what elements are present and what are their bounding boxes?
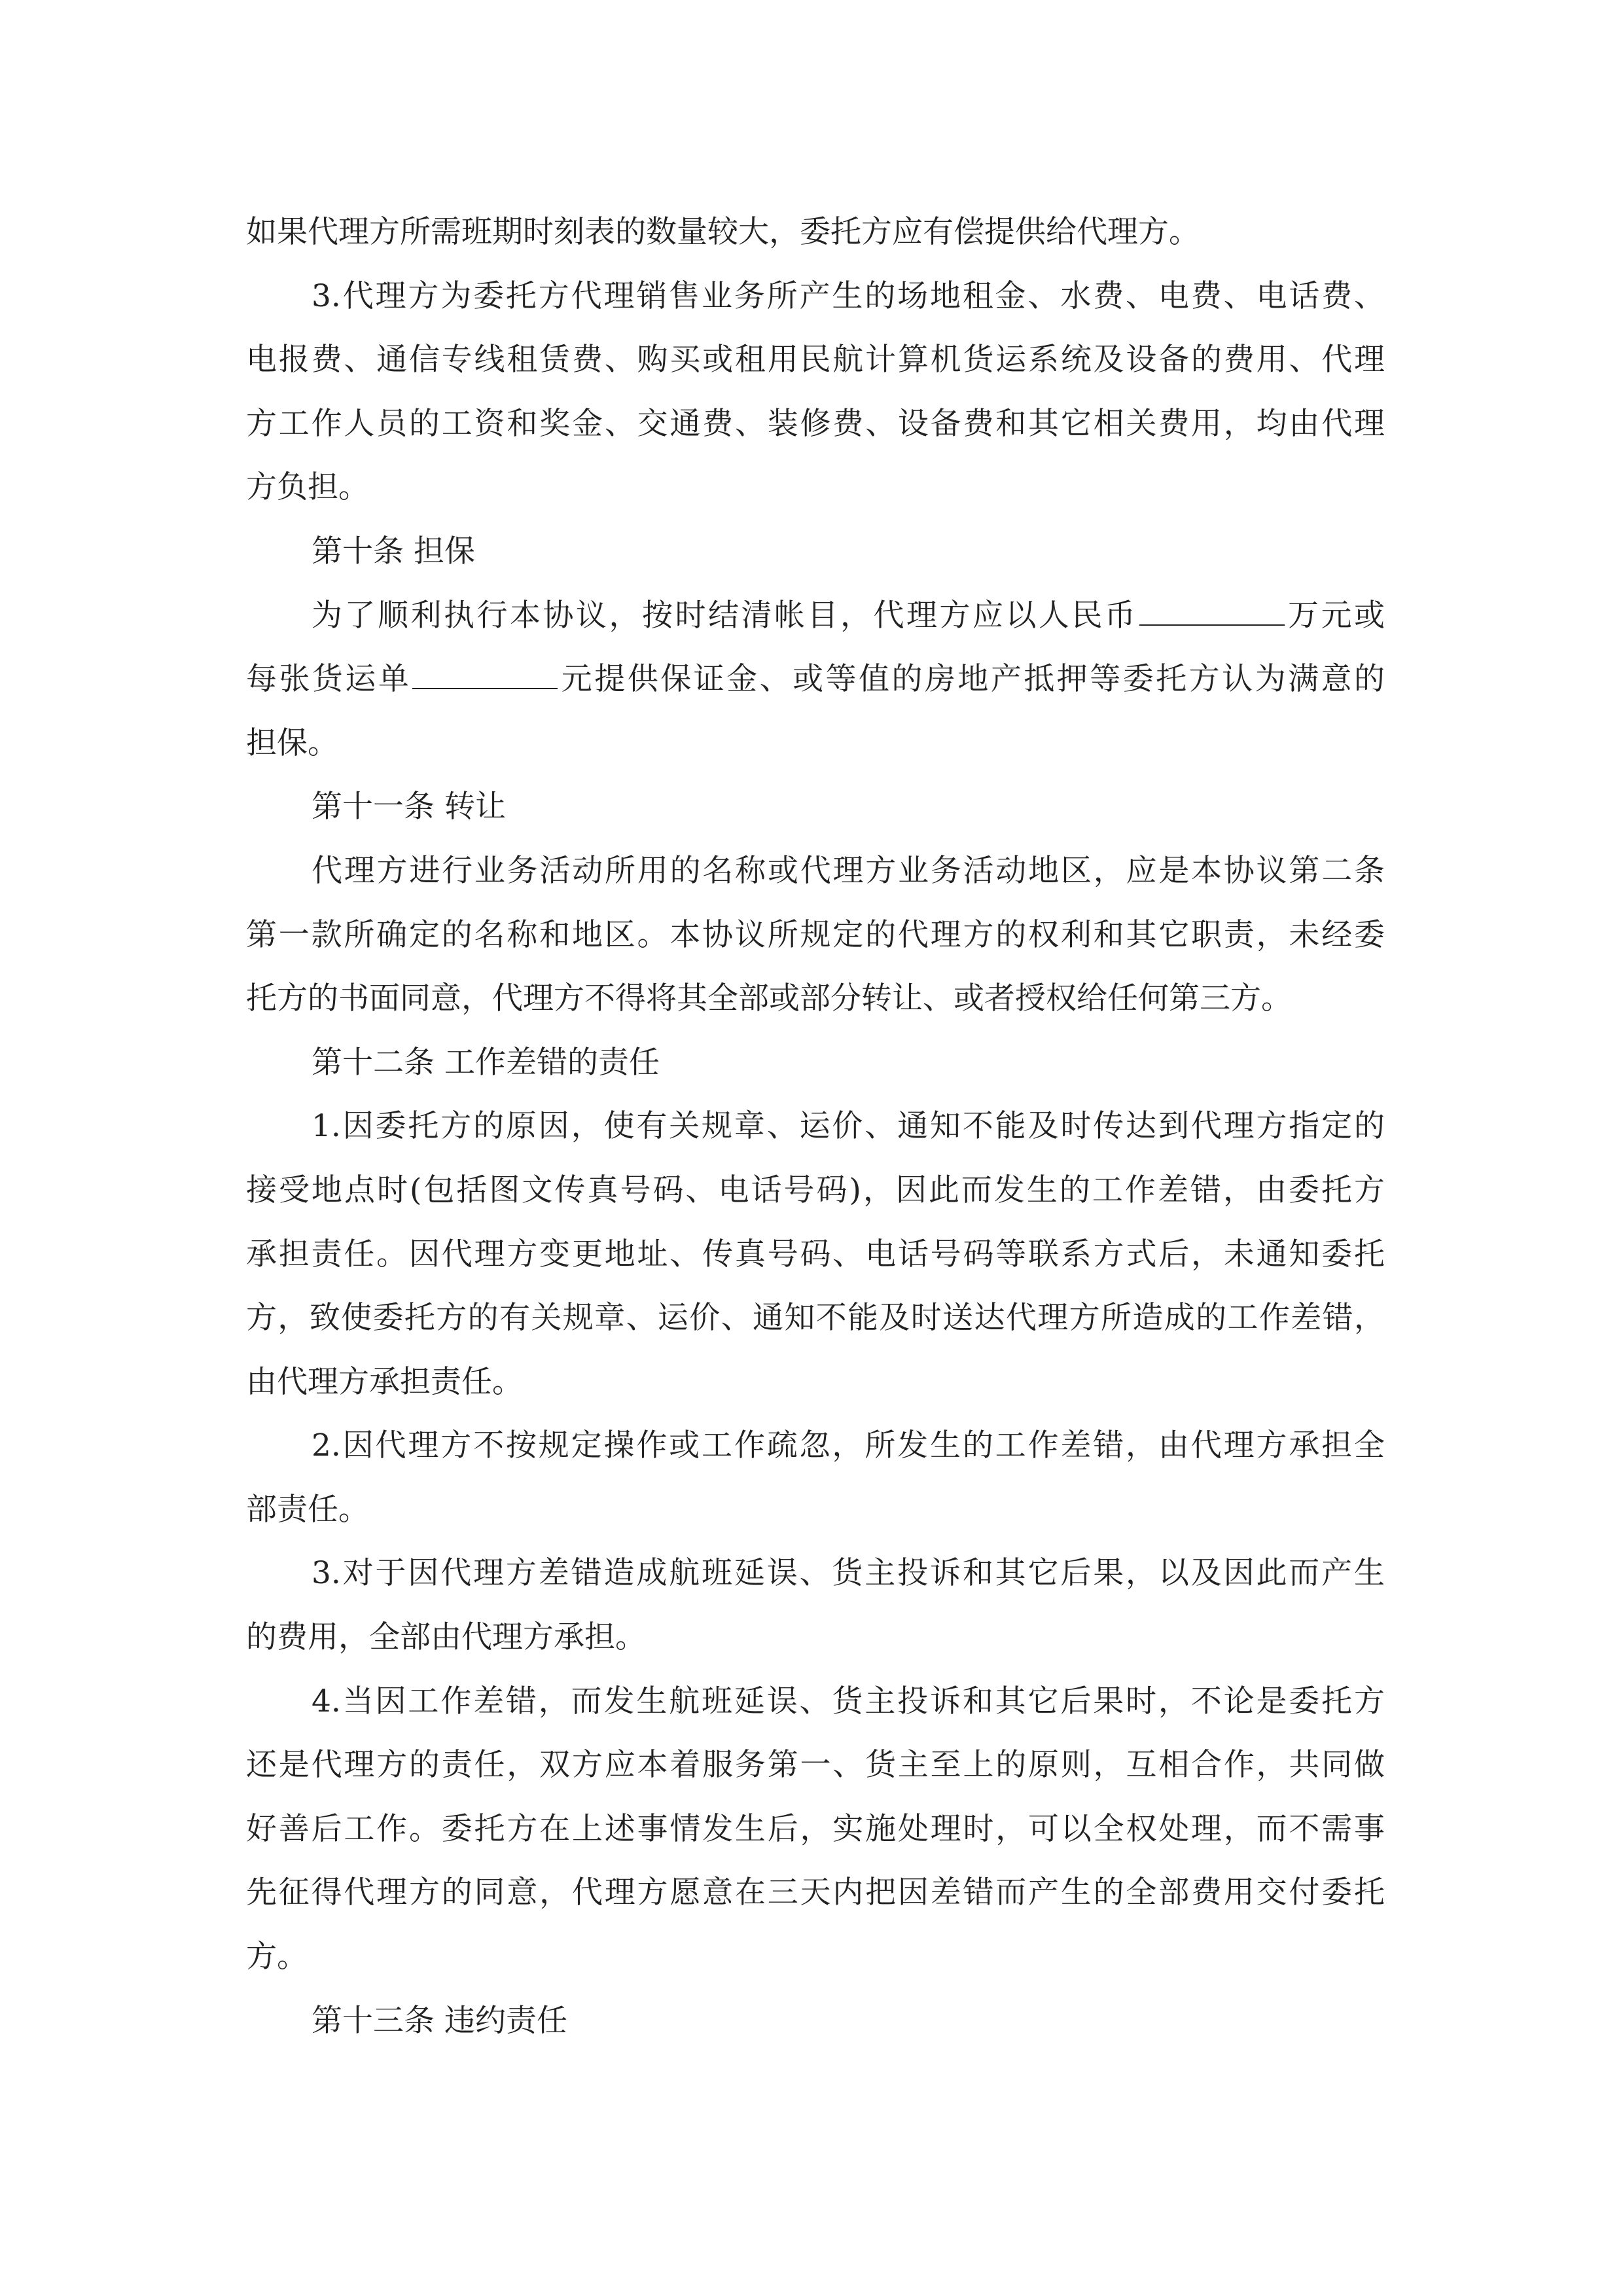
text-segment: 万元或 — [1285, 597, 1385, 634]
text-line: 方，致使委托方的有关规章、运价、通知不能及时送达代理方所造成的工作差错， — [246, 1300, 1385, 1336]
article-11-heading: 第十一条 转让 — [312, 789, 506, 825]
paragraph-timetable-continuation — [246, 200, 1385, 264]
text-segment: 为了顺利执行本协议，按时结清帐目，代理方应以人民币 — [312, 597, 1138, 634]
text-line: 还是代理方的责任，双方应本着服务第一、货主至上的原则，互相合作，共同做 — [246, 1747, 1385, 1784]
text-line: 2.因代理方不按规定操作或工作疏忽，所发生的工作差错，由代理方承担全 — [312, 1427, 1385, 1464]
article-10-heading: 第十条 担保 — [312, 533, 475, 569]
text-line: 承担责任。因代理方变更地址、传真号码、电话号码等联系方式后，未通知委托 — [246, 1236, 1385, 1272]
text-segment: 元提供保证金、或等值的房地产抵押等委托方认为满意的 — [559, 661, 1385, 698]
text-line: 先征得代理方的同意，代理方愿意在三天内把因差错而产生的全部费用交付委托 — [246, 1874, 1385, 1911]
article-13-heading: 第十三条 违约责任 — [312, 2002, 567, 2039]
paragraph-article-12-item-4 — [246, 1670, 1385, 1989]
text-line: 担保。 — [246, 725, 338, 761]
paragraph-article-12-item-1 — [246, 1094, 1385, 1414]
text-line: 方。 — [246, 1939, 308, 1975]
paragraph-article-12-item-3 — [246, 1541, 1385, 1669]
paragraph-article-12-item-2 — [246, 1414, 1385, 1541]
text-line: 部责任。 — [246, 1491, 369, 1528]
text-line — [246, 647, 1385, 711]
paragraph-article-9-item-3 — [246, 264, 1385, 520]
text-line: 如果代理方所需班期时刻表的数量较大，委托方应有偿提供给代理方。 — [246, 214, 1200, 250]
text-line: 的费用，全部由代理方承担。 — [246, 1619, 646, 1656]
text-segment: 每张货运单 — [246, 661, 412, 698]
paragraph-article-11 — [246, 839, 1385, 1031]
text-line: 1.因委托方的原因，使有关规章、运价、通知不能及时传达到代理方指定的 — [312, 1108, 1385, 1145]
amount-blank-field — [412, 687, 558, 689]
text-line: 第一款所确定的名称和地区。本协议所规定的代理方的权利和其它职责，未经委 — [246, 916, 1385, 953]
text-line: 托方的书面同意，代理方不得将其全部或部分转让、或者授权给任何第三方。 — [246, 980, 1292, 1017]
article-12-heading: 第十二条 工作差错的责任 — [312, 1044, 660, 1081]
text-line: 接受地点时(包括图文传真号码、电话号码)，因此而发生的工作差错，由委托方 — [246, 1172, 1385, 1208]
text-line: 好善后工作。委托方在上述事情发生后，实施处理时，可以全权处理，而不需事 — [246, 1810, 1385, 1847]
text-line: 方负担。 — [246, 469, 369, 506]
text-line — [246, 584, 1385, 648]
text-line: 3.代理方为委托方代理销售业务所产生的场地租金、水费、电费、电话费、 — [312, 278, 1385, 314]
text-line: 由代理方承担责任。 — [246, 1363, 523, 1400]
amount-blank-field — [1139, 623, 1285, 626]
paragraph-article-10 — [246, 584, 1385, 776]
text-line: 电报费、通信专线租赁费、购买或租用民航计算机货运系统及设备的费用、代理 — [246, 342, 1385, 378]
document-body — [246, 200, 1385, 2053]
text-line: 4.当因工作差错，而发生航班延误、货主投诉和其它后果时，不论是委托方 — [312, 1683, 1385, 1719]
text-line: 3.对于因代理方差错造成航班延误、货主投诉和其它后果，以及因此而产生 — [312, 1555, 1385, 1592]
text-line: 代理方进行业务活动所用的名称或代理方业务活动地区，应是本协议第二条 — [312, 852, 1385, 889]
text-line: 方工作人员的工资和奖金、交通费、装修费、设备费和其它相关费用，均由代理 — [246, 405, 1385, 442]
